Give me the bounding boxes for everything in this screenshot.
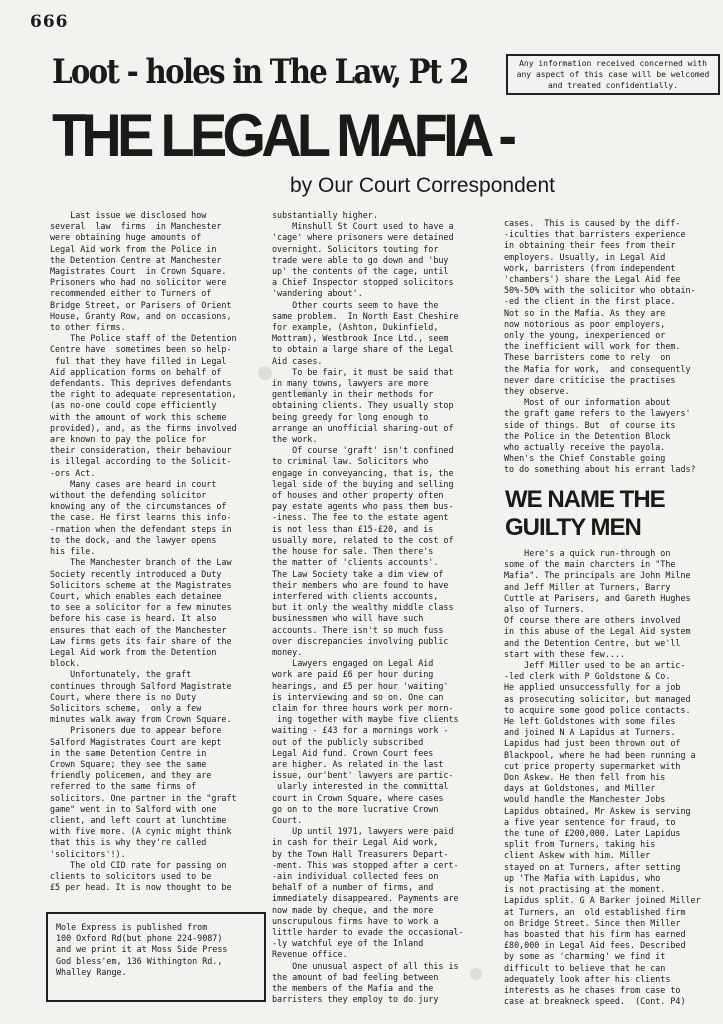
ink-blot (302, 388, 312, 398)
article-column-1: Last issue we disclosed how several law firms in Manchester were obtaining huge amounts of Legal Aid work from the Police in the Detention Centre at Manchester Magistrates Court in Crown Square. Prisoners who had no solicitor were recommended either to Turners of Bridge Street, or Parisers of Orient House, Granty Row, and on occasions, to other firms. The Police staff of the Detention Centre have sometimes been so help- ful that they have filled in Legal Aid application forms on behalf of defendants. This deprives defendants the right to adequate representation, (as no-one could cope efficiently with the amount of work this scheme provided), and, as the firms involved are known to pay the police for their consideration, their behaviour is illegal according to the Solicit- -ors Act. Many cases are heard in court without the defending solicitor knowing any of the circumstances of the case. He first learns this info- -rmation when the defendant steps in to the dock, and the lawyer opens his file. The Manchester branch of the Law Society recently introduced a Duty Solicitors scheme at the Magistrates Court, which enables each detainee to see a solicitor for a few minutes before his case is heard. It also ensures that each of the Manchester Law firms gets its fair share of the Legal Aid work from the Detention block. Unfortunately, the graft continues through Salford Magistrate Court, where there is no Duty Solicitors scheme, only a few minutes walk away from Crown Square. Prisoners due to appear before Salford Magistrates Court are kept in the same Detention Centre in Crown Square; they see the same friendly policemen, and they are referred to the same firms of solicitors. One partner in the "graft game" went in to Salford with one client, and left court at lunchtime with five more. (A cynic might think that this is why they're called 'solicitors'!). The old CID rate for passing on clients to solicitors used to be £5 per head. It is now thought to be (50, 210, 237, 893)
page-number: 666 (30, 12, 69, 32)
ink-blot (470, 968, 482, 980)
headline: Loot - holes in The Law, Pt 2 (52, 52, 468, 92)
article-column-3-bottom: Here's a quick run-through on some of the main charcters in "The Mafia". The principals are John Milne and Jeff Miller at Turners, Barry Cuttle at Parisers, and Gareth Hughes also of Turners. Of course there are others involved in this abuse of the Legal Aid system and the Detention Centre, but we'll start with these few.... Jeff Miller used to be an artic- -led clerk with P Goldstone & Co. He applied unsuccessfully for a job as prosecuting solicitor, but managed to acquire some good police contacts. He left Goldstones with some files and joined N A Lapidus at Turners. Lapidus had just been thrown out of Blackpool, where he had been running a cut price property supermarket with Don Askew. He then fell from his days at Goldstones, and Miller would handle the Manchester Jobs Lapidus obtained, Mr Askew is serving a five year sentence for fraud, to the tune of £200,000. Later Lapidus split from Turners, taking his client Askew with him. Miller stayed on at Turners, after setting up 'The Mafia with Lapidus, who is not practising at the moment. Lapidus split. G A Barker joined Miller at Turners, an old established firm on Bridge Street. Since then Miller has boasted that his firm has earned £80,000 in Legal Aid fees. Described by some as 'charming' we find it difficult to believe that he can adequately look after his clients interests as he chases from case to case at breakneck speed. (Cont. P4) (504, 548, 701, 1007)
info-notice-box: Any information received concerned with any aspect of this case will be welcomed and treated confidentially. (506, 54, 720, 95)
main-title: THE LEGAL MAFIA - (52, 102, 513, 169)
article-column-2: substantially higher. Minshull St Court used to have a 'cage' where prisoners were detained overnight. Solicitors touting for trade were able to go down and 'buy up' the contents of the cage, until a Chief Inspector stopped solicitors 'wandering about'. Other courts seem to have the same problem. In North East Cheshire for example, (Ashton, Dukinfield, Mottram), Westbrook Ince Ltd., seem to obtain a large share of the Legal Aid cases. To be fair, it must be said that in many towns, lawyers are more gentlemanly in their methods for obtaining clients. They usually stop being greedy for long enough to arrange an unofficial sharing-out of the work. Of course 'graft' isn't confined to criminal law. Solicitors who engage in conveyancing, that is, the legal side of the buying and selling of houses and other property often pay estate agents who pass them bus- -iness. The fee to the estate agent is not less than £15-£20, and is usually more, related to the cost of the house for sale. Then there's the matter of 'clients accounts'. The Law Society take a dim view of their members who are found to have interfered with clients accounts, but it only the wealthy middle class businessmen who will have such accounts. There isn't so much fuss over discrepancies involving public money. Lawyers engaged on Legal Aid work are paid £6 per hour during hearings, and £5 per hour 'waiting' is interviewing and so on. One can claim for three hours work per morn- ing together with maybe five clients waiting - £43 for a mornings work - out of the publicly subscribed Legal Aid fund. Crown Court fees are higher. As related in the last issue, our'bent' lawyers are partic- ularly interested in the committal court in Crown Square, where cases go on to the more lucrative Crown Court. Up until 1971, lawyers were paid in cash for their Legal Aid work, by the Town Hall Treasurers Depart- -ment. This was stopped after a cert- -ain individual collected fees on behalf of a number of firms, and immediately disappeared. Payments are now made by cheque, and the more unscrupulous firms have to work a little harder to evade the occasional- -ly watchful eye of the Inland Revenue office. One unusual aspect of all this is the amount of bad feeling between the members of the Mafia and the barristers they employ to do jury (272, 210, 464, 1005)
ink-blot (258, 366, 272, 380)
publisher-info-box (46, 912, 266, 1002)
article-column-3-top: cases. This is caused by the diff- -iculties that barristers experience in obtaining their fees from their employers. Usually, in Legal Aid work, barristers (from independent 'chambers') share the Legal Aid fee 50%-50% with the solicitor who obtain- -ed the client in the first place. Not so in the Mafia. As they are now notorious as poor employers, only the young, inexperienced or the inefficient will work for them. These barristers come to rely on the Mafia for work, and consequently never dare criticise the practises they observe. Most of our information about the graft game refers to the lawyers' side of things. But of course its the Police in the Detention Block who actually receive the payola. When's the Chief Constable going to do something about his errant lads? (504, 218, 696, 475)
publisher-info-text: Mole Express is published from 100 Oxford Rd(but phone 224-9087) and we print it at Moss Side Press God bless'em, 136 Withington Rd., Whalley Range. (56, 922, 228, 977)
subheading: WE NAME THE GUILTY MEN (505, 486, 665, 541)
byline: by Our Court Correspondent (290, 174, 555, 197)
